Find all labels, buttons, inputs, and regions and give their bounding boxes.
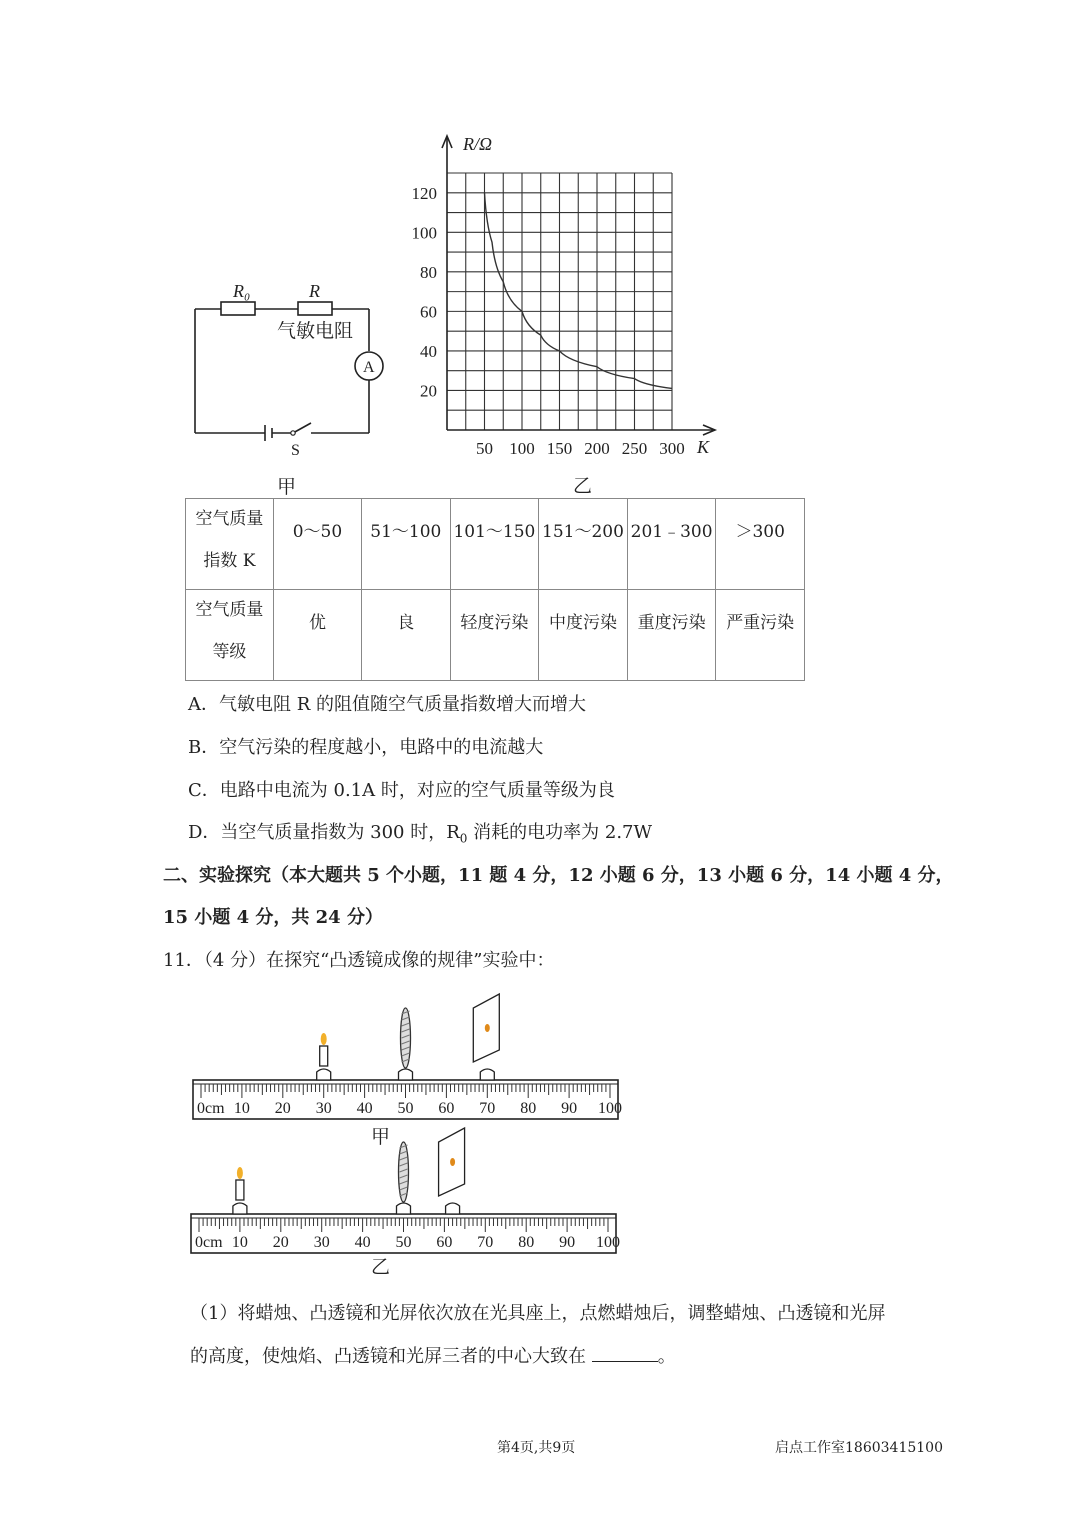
air-quality-table xyxy=(185,498,805,681)
switch-label: S xyxy=(291,442,300,459)
y-tick-label: 40 xyxy=(420,341,437,361)
table-cell: 151～200 xyxy=(539,499,628,590)
ruler-label: 10 xyxy=(231,1234,248,1251)
optical-bench-jia xyxy=(193,994,622,1119)
ruler-label: 70 xyxy=(479,1100,496,1117)
x-tick-label: 250 xyxy=(621,439,648,458)
ruler-label: 20 xyxy=(272,1234,289,1251)
studio-info: 启点工作室18603415100 xyxy=(775,1440,943,1456)
option-c: C．电路中电流为 0.1A 时，对应的空气质量等级为良 xyxy=(188,780,615,801)
screen-image xyxy=(450,1158,455,1166)
y-axis-label: R/Ω xyxy=(463,134,493,154)
table-cell: ＞300 xyxy=(716,499,805,590)
table-row xyxy=(186,590,805,681)
x-axis-label: K xyxy=(697,437,710,457)
caption-jia: 甲 xyxy=(277,476,297,498)
x-tick-label: 150 xyxy=(546,439,573,458)
y-tick-label: 20 xyxy=(420,381,437,401)
ruler-label: 80 xyxy=(520,1100,537,1117)
page-number: 第4页,共9页 xyxy=(497,1440,576,1456)
ruler-label: 40 xyxy=(356,1100,373,1117)
question-11-stem: 11．（4 分）在探究“凸透镜成像的规律”实验中： xyxy=(163,950,555,971)
x-tick-label: 300 xyxy=(659,439,685,458)
table-header-cell: 空气质量 指数 K xyxy=(186,499,274,590)
ruler-label: 60 xyxy=(436,1234,453,1251)
ruler-label: 30 xyxy=(315,1100,332,1117)
table-cell: 重度污染 xyxy=(627,590,716,681)
ruler-label: 30 xyxy=(313,1234,330,1251)
ruler-label: 100 xyxy=(598,1100,622,1117)
screen-image xyxy=(485,1024,490,1032)
caption-bench-yi: 乙 xyxy=(371,1256,391,1278)
table-row xyxy=(186,499,805,590)
table-cell: 良 xyxy=(362,590,451,681)
option-b: B．空气污染的程度越小，电路中的电流越大 xyxy=(188,737,544,758)
optical-bench-figure xyxy=(185,985,625,1280)
ruler-label: 20 xyxy=(274,1100,291,1117)
table-cell: 101～150 xyxy=(450,499,539,590)
table-cell: 优 xyxy=(273,590,361,681)
holder xyxy=(397,1203,411,1214)
candle xyxy=(320,1046,328,1066)
table-cell: 严重污染 xyxy=(716,590,805,681)
y-tick-label: 60 xyxy=(420,302,437,322)
ammeter-label: A xyxy=(363,359,375,376)
caption-bench-jia: 甲 xyxy=(371,1126,391,1148)
candle-flame xyxy=(237,1167,243,1179)
question-11-sub1-line2: 的高度，使烛焰、凸透镜和光屏三者的中心大致在 。 xyxy=(190,1346,676,1367)
ruler-label: 50 xyxy=(397,1100,414,1117)
ruler-label: 40 xyxy=(354,1234,371,1251)
circuit-diagram xyxy=(185,275,395,505)
ruler-label: 70 xyxy=(477,1234,494,1251)
ruler-label: 60 xyxy=(438,1100,455,1117)
section-heading-line1: 二、实验探究（本大题共 5 个小题，11 题 4 分，12 小题 6 分，13 小题 6 分，14 小题 4 分， xyxy=(163,865,954,886)
holder xyxy=(233,1203,247,1214)
ruler-label: 50 xyxy=(395,1234,412,1251)
candle-flame xyxy=(321,1033,327,1045)
table-cell: 轻度污染 xyxy=(450,590,539,681)
ruler-label: 10 xyxy=(233,1100,250,1117)
r-label: R xyxy=(309,281,320,301)
x-tick-label: 50 xyxy=(476,439,493,458)
section-heading-line2: 15 小题 4 分，共 24 分） xyxy=(163,907,383,928)
ruler-label: 90 xyxy=(559,1234,576,1251)
holder xyxy=(317,1069,331,1080)
option-d: D．当空气质量指数为 300 时，$R_0$ 消耗的电功率为 2.7W xyxy=(188,822,653,846)
answer-blank[interactable] xyxy=(592,1347,658,1362)
x-tick-label: 200 xyxy=(584,439,610,458)
table-cell: 51～100 xyxy=(362,499,451,590)
table-header-cell: 空气质量 等级 xyxy=(186,590,274,681)
option-a: A．气敏电阻 R 的阻值随空气质量指数增大而增大 xyxy=(188,694,586,715)
question-11-sub1-line1: （1）将蜡烛、凸透镜和光屏依次放在光具座上，点燃蜡烛后，调整蜡烛、凸透镜和光屏 xyxy=(190,1303,886,1324)
holder xyxy=(480,1069,494,1080)
r0-label: R₀ xyxy=(233,281,251,301)
y-tick-label: 100 xyxy=(411,223,437,243)
y-tick-label: 80 xyxy=(420,262,437,282)
holder xyxy=(446,1203,460,1214)
sensor-label: 气敏电阻 xyxy=(277,320,354,342)
ruler-label: 80 xyxy=(518,1234,535,1251)
y-tick-label: 120 xyxy=(411,183,437,203)
x-tick-label: 100 xyxy=(509,439,535,458)
ruler-label: 90 xyxy=(561,1100,578,1117)
resistance-chart xyxy=(395,128,725,498)
table-cell: 0～50 xyxy=(273,499,361,590)
caption-yi: 乙 xyxy=(573,475,593,497)
candle xyxy=(236,1180,244,1200)
optical-bench-yi xyxy=(191,1128,620,1253)
ruler-label: 0cm xyxy=(195,1234,223,1251)
ruler-label: 0cm xyxy=(197,1100,225,1117)
table-cell: 中度污染 xyxy=(539,590,628,681)
holder xyxy=(399,1069,413,1080)
ruler-label: 100 xyxy=(596,1234,620,1251)
table-cell: 201﹣300 xyxy=(627,499,716,590)
